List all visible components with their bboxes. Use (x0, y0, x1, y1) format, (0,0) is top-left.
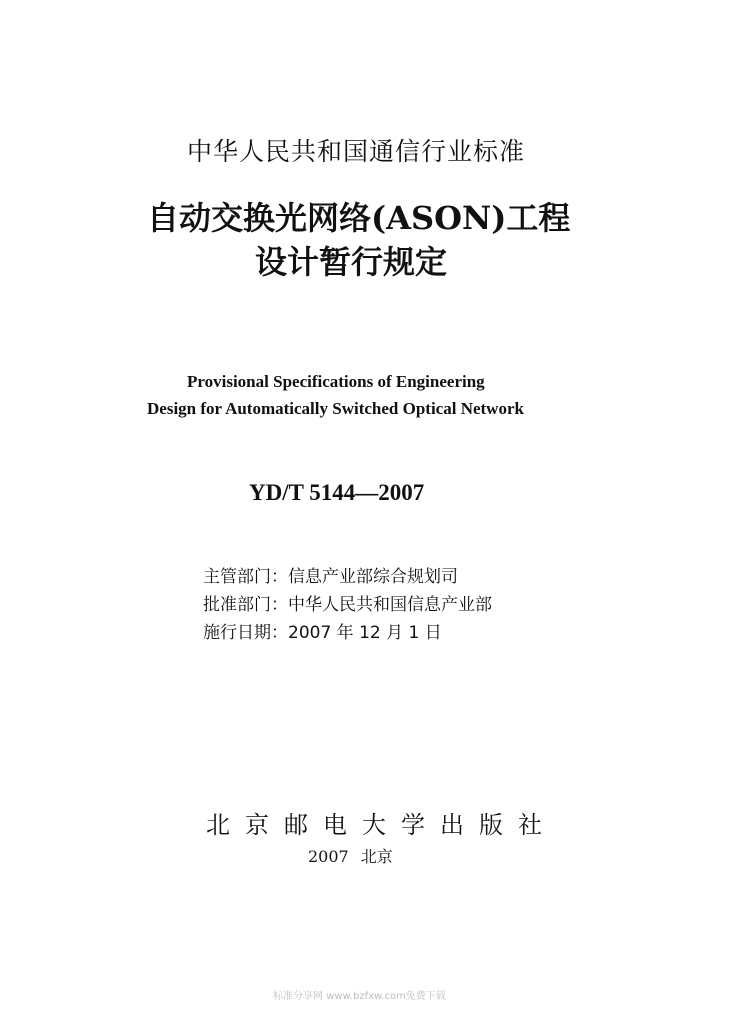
publisher-name: 北京邮电大学出版社 (206, 811, 557, 839)
approver-line: 批准部门：中华人民共和国信息产业部 (203, 595, 492, 615)
english-title-line-1: Provisional Specifications of Engineering (187, 372, 485, 391)
english-title-line-2: Design for Automatically Switched Optical Network (147, 399, 524, 418)
standard-code: YD/T 5144—2007 (249, 480, 425, 505)
chinese-title-line-2: 设计暂行规定 (255, 243, 448, 281)
publication-year: 2007 (308, 847, 349, 866)
publication-year-city (308, 847, 393, 867)
chinese-title-line-1: 自动交换光网络(ASON)工程 (147, 199, 571, 237)
industry-standard-heading: 中华人民共和国通信行业标准 (187, 137, 526, 166)
authority-line: 主管部门：信息产业部综合规划司 (203, 567, 458, 587)
footer-watermark: 标准分享网 www.bzfxw.com免费下载 (273, 991, 446, 1002)
effective-date-line: 施行日期：2007 年 12 月 1 日 (203, 623, 442, 643)
publication-city: 北京 (360, 847, 393, 866)
